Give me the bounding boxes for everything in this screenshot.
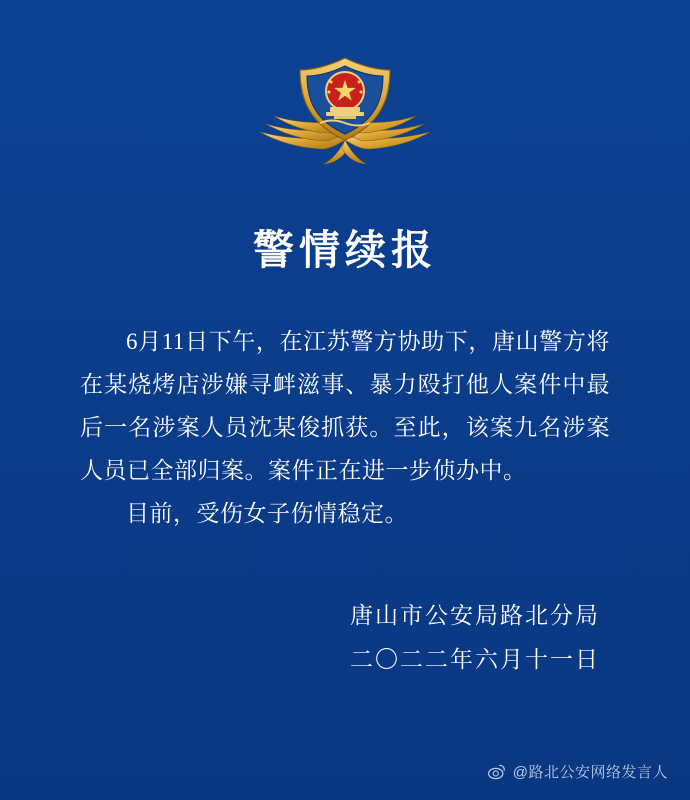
signature-block	[350, 594, 600, 682]
signature-organization: 唐山市公安局路北分局	[350, 603, 600, 628]
weibo-watermark	[487, 761, 668, 782]
police-badge-emblem	[230, 44, 460, 169]
police-badge-icon	[230, 44, 460, 169]
paragraph-2: 目前，受伤女子伤情稳定。	[126, 501, 408, 526]
watermark-text: @路北公安网络发言人	[512, 764, 668, 781]
page-title: 警情续报	[253, 227, 437, 273]
weibo-icon	[487, 762, 506, 781]
signature-date: 二〇二二年六月十一日	[350, 647, 600, 672]
announcement-body	[80, 320, 610, 535]
paragraph-1: 6月11日下午，在江苏警方协助下，唐山警方将在某烧烤店涉嫌寻衅滋事、暴力殴打他人案件中最后一名涉案人员沈某俊抓获。至此，该案九名涉案人员已全部归案。案件正在进一步侦办中。	[80, 329, 610, 483]
